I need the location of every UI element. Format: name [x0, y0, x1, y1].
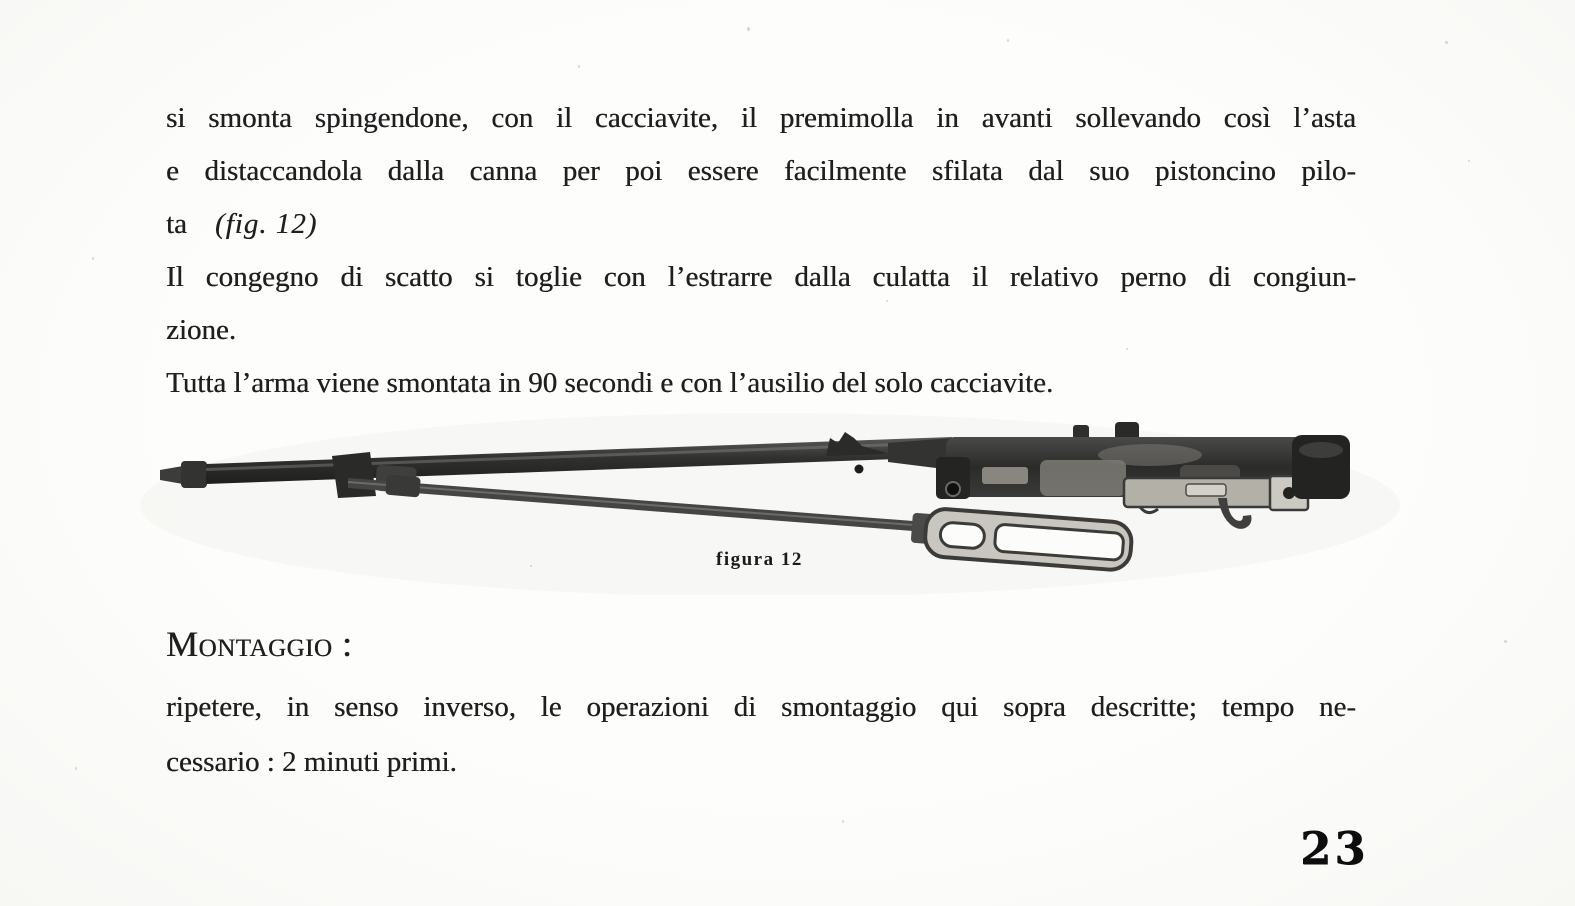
section-heading-montaggio: Montaggio : — [166, 624, 353, 664]
line-word: ta — [166, 208, 187, 240]
figure-reference: (fig. 12) — [214, 208, 318, 240]
body-text-line: cessario : 2 minuti primi. — [166, 746, 457, 778]
paper-speck — [1468, 160, 1470, 162]
body-text-line: zione. — [166, 314, 237, 346]
paper-speck — [1504, 640, 1507, 643]
paper-speck — [92, 257, 94, 260]
closing-paragraph — [166, 680, 1356, 790]
figure-caption: figura 12 — [716, 549, 803, 570]
page-number: 23 — [1300, 822, 1369, 875]
paper-speck — [578, 65, 580, 68]
paper-speck — [530, 565, 532, 567]
paper-speck — [1126, 348, 1128, 350]
body-text-line — [166, 198, 1356, 251]
body-text-line: si smonta spingendone, con il cacciavite, il premimolla in avanti sollevando così l’asta — [166, 102, 1356, 134]
body-text-line: ripetere, in senso inverso, le operazioni di smontaggio qui sopra descritte; tempo ne- — [166, 691, 1356, 723]
body-text-block — [166, 92, 1356, 410]
paper-speck — [75, 767, 77, 770]
paper-speck — [747, 27, 750, 31]
paper-speck — [842, 820, 844, 823]
body-text-line: Il congegno di scatto si toglie con l’estrarre dalla culatta il relativo perno di congiun- — [166, 261, 1356, 293]
paper-speck — [886, 300, 888, 302]
body-text-line: Tutta l’arma viene smontata in 90 secondi e con l’ausilio del solo cacciavite. — [166, 367, 1054, 399]
body-text-line: e distaccandola dalla canna per poi essere facilmente sfilata dal suo pistoncino pilo- — [166, 155, 1356, 187]
paper-speck — [1007, 39, 1009, 42]
paper-speck — [1445, 41, 1448, 44]
